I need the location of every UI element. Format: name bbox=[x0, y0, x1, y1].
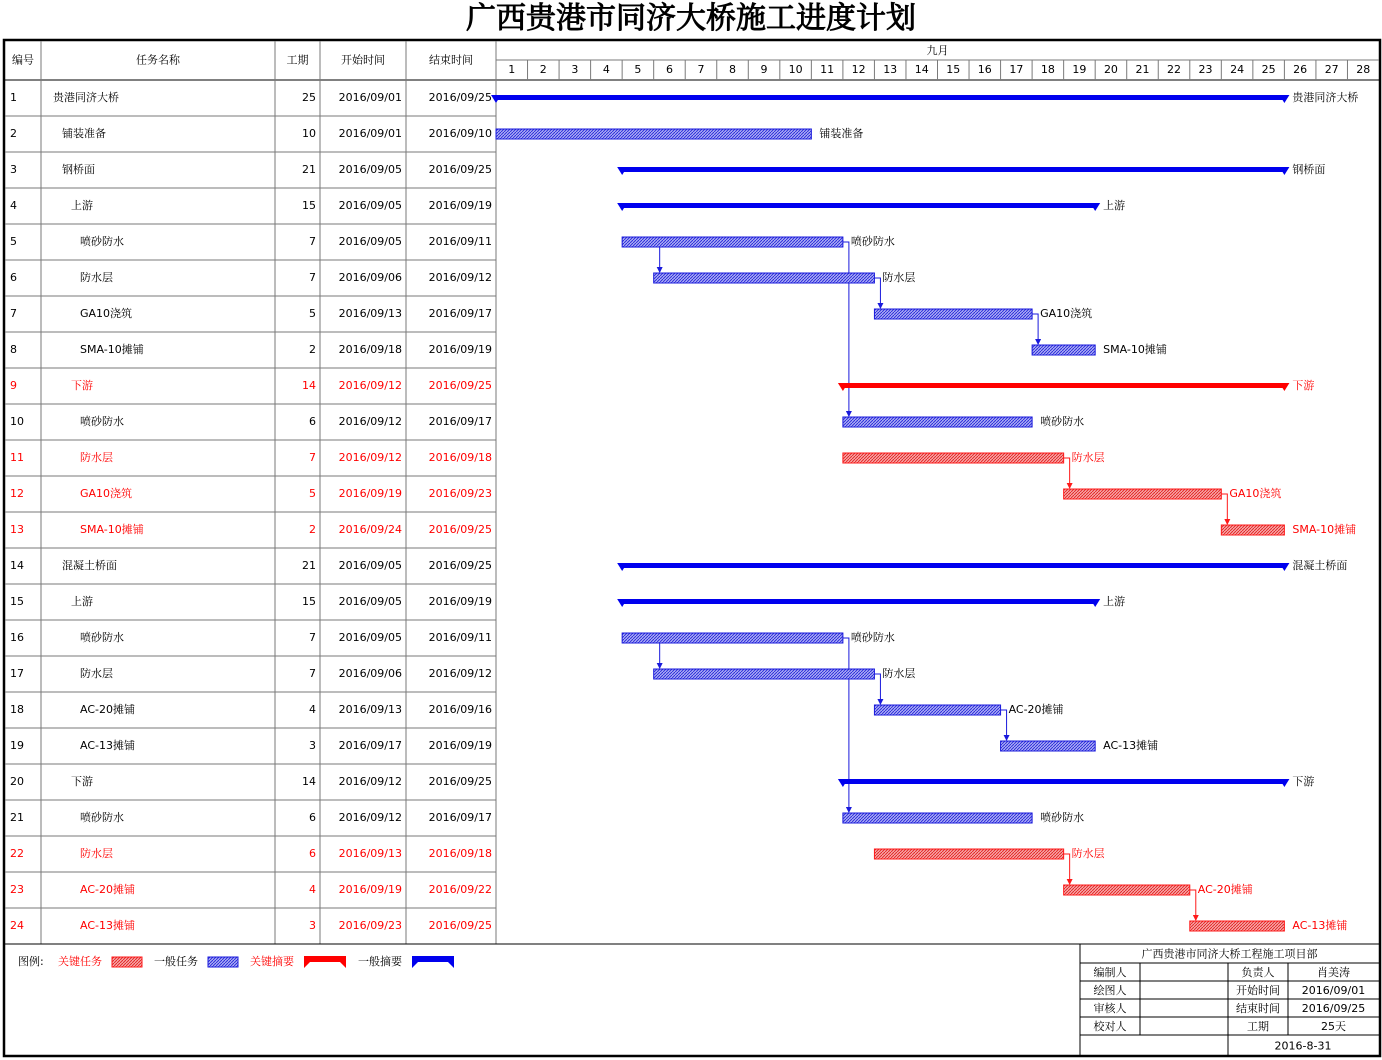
bar-label: 上游 bbox=[1103, 199, 1126, 212]
task-name: 下游 bbox=[71, 775, 93, 788]
info-box-cell: 编制人 bbox=[1093, 966, 1127, 979]
bar-label: SMA-10摊铺 bbox=[1292, 523, 1357, 536]
task-id: 5 bbox=[10, 235, 17, 248]
day-tick-label: 1 bbox=[508, 63, 516, 76]
task-bar bbox=[874, 849, 1063, 859]
task-name: SMA-10摊铺 bbox=[80, 523, 144, 536]
task-name: GA10浇筑 bbox=[80, 307, 133, 320]
task-start: 2016/09/13 bbox=[338, 847, 402, 860]
task-start: 2016/09/19 bbox=[338, 487, 402, 500]
dependency-link bbox=[1032, 314, 1038, 344]
task-duration: 15 bbox=[302, 199, 316, 212]
task-name: AC-13摊铺 bbox=[80, 739, 135, 752]
dependency-link bbox=[1064, 854, 1070, 884]
header-end: 结束时间 bbox=[429, 53, 473, 67]
task-bar bbox=[843, 453, 1064, 463]
day-tick-label: 14 bbox=[914, 63, 929, 76]
task-id: 8 bbox=[10, 343, 17, 356]
task-start: 2016/09/05 bbox=[338, 559, 402, 572]
task-bar bbox=[843, 813, 1032, 823]
task-duration: 5 bbox=[309, 487, 316, 500]
task-id: 7 bbox=[10, 307, 17, 320]
day-tick-label: 3 bbox=[571, 63, 579, 76]
bar-label: 喷砂防水 bbox=[850, 235, 895, 248]
day-tick-label: 21 bbox=[1135, 63, 1150, 76]
day-tick-label: 16 bbox=[977, 63, 992, 76]
task-end: 2016/09/18 bbox=[428, 451, 492, 464]
task-duration: 5 bbox=[309, 307, 316, 320]
task-id: 16 bbox=[10, 631, 24, 644]
task-start: 2016/09/05 bbox=[338, 199, 402, 212]
task-name: 钢桥面 bbox=[62, 163, 95, 176]
task-bar bbox=[496, 129, 811, 139]
task-id: 6 bbox=[10, 271, 17, 284]
task-end: 2016/09/25 bbox=[428, 919, 492, 932]
header-id: 编号 bbox=[12, 53, 34, 67]
dependency-link bbox=[874, 674, 880, 704]
day-tick-label: 24 bbox=[1230, 63, 1245, 76]
dependency-link bbox=[874, 278, 880, 308]
bar-label: 钢桥面 bbox=[1292, 163, 1326, 176]
bar-label: 防水层 bbox=[1071, 451, 1105, 464]
task-start: 2016/09/24 bbox=[338, 523, 402, 536]
task-name: 喷砂防水 bbox=[80, 235, 124, 248]
task-duration: 21 bbox=[302, 163, 316, 176]
task-name: 防水层 bbox=[80, 667, 113, 680]
task-bar bbox=[1001, 741, 1096, 751]
day-tick-label: 20 bbox=[1103, 63, 1118, 76]
task-bar bbox=[622, 633, 843, 643]
task-duration: 7 bbox=[309, 667, 316, 680]
task-start: 2016/09/05 bbox=[338, 163, 402, 176]
legend-item-text: 一般任务 bbox=[154, 955, 198, 968]
task-bar bbox=[874, 705, 1000, 715]
summary-bar bbox=[843, 383, 1284, 388]
summary-bar bbox=[843, 779, 1284, 784]
task-end: 2016/09/25 bbox=[428, 163, 492, 176]
bar-label: SMA-10摊铺 bbox=[1103, 343, 1167, 356]
task-end: 2016/09/19 bbox=[428, 739, 492, 752]
info-box-cell: 审核人 bbox=[1093, 1002, 1127, 1015]
task-duration: 14 bbox=[302, 775, 316, 788]
day-tick-label: 11 bbox=[820, 63, 835, 76]
task-id: 10 bbox=[10, 415, 24, 428]
summary-bar bbox=[622, 563, 1284, 568]
day-tick-label: 23 bbox=[1198, 63, 1213, 76]
task-end: 2016/09/19 bbox=[428, 343, 492, 356]
info-box-cell: 绘图人 bbox=[1093, 984, 1127, 997]
task-start: 2016/09/12 bbox=[338, 811, 402, 824]
task-start: 2016/09/06 bbox=[338, 271, 402, 284]
task-start: 2016/09/19 bbox=[338, 883, 402, 896]
task-duration: 2 bbox=[309, 343, 316, 356]
task-duration: 6 bbox=[309, 415, 316, 428]
bar-label: AC-20摊铺 bbox=[1197, 883, 1253, 896]
task-name: 下游 bbox=[71, 379, 93, 392]
legend-label: 图例: bbox=[18, 955, 44, 968]
task-name: 喷砂防水 bbox=[80, 415, 124, 428]
task-start: 2016/09/12 bbox=[338, 451, 402, 464]
task-name: 上游 bbox=[71, 199, 93, 212]
task-id: 22 bbox=[10, 847, 24, 860]
task-duration: 6 bbox=[309, 811, 316, 824]
bar-label: 防水层 bbox=[1071, 847, 1105, 860]
task-start: 2016/09/12 bbox=[338, 379, 402, 392]
legend-summary-swatch bbox=[412, 956, 454, 968]
task-id: 23 bbox=[10, 883, 24, 896]
task-end: 2016/09/17 bbox=[428, 811, 492, 824]
day-tick-label: 18 bbox=[1040, 63, 1055, 76]
task-id: 14 bbox=[10, 559, 24, 572]
task-start: 2016/09/01 bbox=[338, 91, 402, 104]
task-start: 2016/09/13 bbox=[338, 703, 402, 716]
info-box-cell: 肖美涛 bbox=[1317, 966, 1350, 979]
header-duration: 工期 bbox=[286, 53, 309, 67]
task-duration: 7 bbox=[309, 235, 316, 248]
task-id: 3 bbox=[10, 163, 17, 176]
summary-bar bbox=[622, 167, 1284, 172]
bar-label: 铺装准备 bbox=[819, 127, 864, 140]
task-name: GA10浇筑 bbox=[80, 487, 133, 500]
task-end: 2016/09/17 bbox=[428, 415, 492, 428]
dependency-link bbox=[1001, 710, 1007, 740]
task-duration: 4 bbox=[309, 883, 316, 896]
task-name: 混凝土桥面 bbox=[62, 559, 117, 572]
task-end: 2016/09/18 bbox=[428, 847, 492, 860]
task-end: 2016/09/19 bbox=[428, 199, 492, 212]
task-name: 喷砂防水 bbox=[80, 631, 124, 644]
task-end: 2016/09/12 bbox=[428, 271, 492, 284]
day-tick-label: 8 bbox=[729, 63, 737, 76]
task-bar bbox=[843, 417, 1032, 427]
task-start: 2016/09/06 bbox=[338, 667, 402, 680]
info-box-cell: 25天 bbox=[1321, 1020, 1346, 1033]
task-id: 2 bbox=[10, 127, 17, 140]
task-duration: 15 bbox=[302, 595, 316, 608]
day-tick-label: 12 bbox=[851, 63, 866, 76]
header-name: 任务名称 bbox=[136, 53, 180, 67]
bar-label: AC-20摊铺 bbox=[1008, 703, 1064, 716]
task-start: 2016/09/12 bbox=[338, 775, 402, 788]
task-duration: 25 bbox=[302, 91, 316, 104]
task-duration: 3 bbox=[309, 919, 316, 932]
day-tick-label: 9 bbox=[760, 63, 768, 76]
task-name: 铺装准备 bbox=[62, 127, 106, 140]
task-duration: 3 bbox=[309, 739, 316, 752]
bar-label: 防水层 bbox=[882, 667, 916, 680]
task-id: 21 bbox=[10, 811, 24, 824]
task-end: 2016/09/23 bbox=[428, 487, 492, 500]
info-box-cell: 结束时间 bbox=[1236, 1002, 1280, 1015]
bar-label: 防水层 bbox=[882, 271, 916, 284]
legend-item-text: 关键任务 bbox=[58, 955, 102, 968]
bar-label: 下游 bbox=[1292, 379, 1315, 392]
summary-bar bbox=[496, 95, 1284, 100]
task-bar bbox=[1032, 345, 1095, 355]
task-end: 2016/09/16 bbox=[428, 703, 492, 716]
task-start: 2016/09/12 bbox=[338, 415, 402, 428]
day-tick-label: 15 bbox=[946, 63, 961, 76]
bar-label: 喷砂防水 bbox=[850, 631, 895, 644]
info-box-cell: 工期 bbox=[1247, 1020, 1269, 1033]
info-box-cell: 2016/09/25 bbox=[1301, 1002, 1366, 1015]
day-tick-label: 17 bbox=[1009, 63, 1024, 76]
month-label: 九月 bbox=[926, 44, 949, 57]
task-start: 2016/09/23 bbox=[338, 919, 402, 932]
task-end: 2016/09/25 bbox=[428, 559, 492, 572]
task-duration: 10 bbox=[302, 127, 316, 140]
summary-bar bbox=[622, 599, 1095, 604]
task-end: 2016/09/17 bbox=[428, 307, 492, 320]
legend-task-swatch bbox=[112, 957, 142, 967]
task-end: 2016/09/19 bbox=[428, 595, 492, 608]
task-end: 2016/09/25 bbox=[428, 523, 492, 536]
task-name: AC-13摊铺 bbox=[80, 919, 135, 932]
task-id: 1 bbox=[10, 91, 17, 104]
task-end: 2016/09/11 bbox=[428, 235, 492, 248]
day-tick-label: 10 bbox=[788, 63, 803, 76]
bar-label: 下游 bbox=[1292, 775, 1315, 788]
task-duration: 7 bbox=[309, 451, 316, 464]
task-name: 贵港同济大桥 bbox=[53, 91, 119, 104]
task-duration: 4 bbox=[309, 703, 316, 716]
task-id: 24 bbox=[10, 919, 24, 932]
info-box-cell: 开始时间 bbox=[1236, 984, 1280, 997]
info-box-cell: 2016/09/01 bbox=[1301, 984, 1366, 997]
task-name: SMA-10摊铺 bbox=[80, 343, 144, 356]
task-id: 18 bbox=[10, 703, 24, 716]
day-tick-label: 4 bbox=[602, 63, 610, 76]
task-name: 防水层 bbox=[80, 271, 113, 284]
summary-bar bbox=[622, 203, 1095, 208]
bar-label: AC-13摊铺 bbox=[1103, 739, 1159, 752]
bar-label: 喷砂防水 bbox=[1040, 415, 1085, 428]
task-start: 2016/09/18 bbox=[338, 343, 402, 356]
task-name: 上游 bbox=[71, 595, 93, 608]
task-id: 13 bbox=[10, 523, 24, 536]
task-end: 2016/09/11 bbox=[428, 631, 492, 644]
task-end: 2016/09/10 bbox=[428, 127, 492, 140]
day-tick-label: 27 bbox=[1324, 63, 1339, 76]
task-start: 2016/09/01 bbox=[338, 127, 402, 140]
info-box-date: 2016-8-31 bbox=[1274, 1039, 1332, 1053]
task-id: 17 bbox=[10, 667, 24, 680]
task-start: 2016/09/13 bbox=[338, 307, 402, 320]
task-name: 防水层 bbox=[80, 847, 113, 860]
task-duration: 14 bbox=[302, 379, 316, 392]
day-tick-label: 2 bbox=[539, 63, 547, 76]
legend-item-text: 一般摘要 bbox=[358, 955, 402, 968]
info-box-cell: 负责人 bbox=[1241, 966, 1275, 979]
dependency-link bbox=[1064, 458, 1070, 488]
info-box-title: 广西贵港市同济大桥工程施工项目部 bbox=[1141, 947, 1318, 961]
day-tick-label: 19 bbox=[1072, 63, 1087, 76]
dependency-link bbox=[1221, 494, 1227, 524]
chart-title: 广西贵港市同济大桥施工进度计划 bbox=[466, 1, 916, 36]
bar-label: 混凝土桥面 bbox=[1292, 559, 1348, 572]
bar-label: 贵港同济大桥 bbox=[1292, 91, 1359, 104]
task-id: 9 bbox=[10, 379, 17, 392]
task-start: 2016/09/05 bbox=[338, 235, 402, 248]
day-tick-label: 28 bbox=[1356, 63, 1371, 76]
bar-label: GA10浇筑 bbox=[1229, 487, 1282, 500]
dependency-link bbox=[1190, 890, 1196, 920]
day-tick-label: 6 bbox=[665, 63, 673, 76]
task-end: 2016/09/25 bbox=[428, 91, 492, 104]
task-id: 15 bbox=[10, 595, 24, 608]
task-duration: 7 bbox=[309, 631, 316, 644]
day-tick-label: 5 bbox=[634, 63, 642, 76]
day-tick-label: 13 bbox=[883, 63, 898, 76]
day-tick-label: 22 bbox=[1167, 63, 1182, 76]
task-start: 2016/09/17 bbox=[338, 739, 402, 752]
day-tick-label: 7 bbox=[697, 63, 705, 76]
task-bar bbox=[1064, 885, 1190, 895]
legend-task-swatch bbox=[208, 957, 238, 967]
task-duration: 6 bbox=[309, 847, 316, 860]
task-id: 4 bbox=[10, 199, 17, 212]
task-duration: 2 bbox=[309, 523, 316, 536]
task-id: 20 bbox=[10, 775, 24, 788]
task-start: 2016/09/05 bbox=[338, 631, 402, 644]
info-box-cell: 校对人 bbox=[1093, 1020, 1127, 1033]
task-bar bbox=[1221, 525, 1284, 535]
task-end: 2016/09/12 bbox=[428, 667, 492, 680]
legend-item-text: 关键摘要 bbox=[250, 955, 294, 968]
task-name: 防水层 bbox=[80, 451, 113, 464]
task-bar bbox=[1190, 921, 1285, 931]
task-duration: 7 bbox=[309, 271, 316, 284]
bar-label: 喷砂防水 bbox=[1040, 811, 1085, 824]
task-id: 12 bbox=[10, 487, 24, 500]
task-name: 喷砂防水 bbox=[80, 811, 124, 824]
dependency-link bbox=[843, 242, 849, 416]
bar-label: AC-13摊铺 bbox=[1292, 919, 1348, 932]
task-bar bbox=[654, 669, 875, 679]
task-id: 11 bbox=[10, 451, 24, 464]
task-name: AC-20摊铺 bbox=[80, 883, 135, 896]
bar-label: GA10浇筑 bbox=[1040, 307, 1093, 320]
legend-summary-swatch bbox=[304, 956, 346, 968]
header-start: 开始时间 bbox=[341, 53, 385, 67]
task-name: AC-20摊铺 bbox=[80, 703, 135, 716]
task-duration: 21 bbox=[302, 559, 316, 572]
dependency-link bbox=[843, 638, 849, 812]
task-bar bbox=[1064, 489, 1222, 499]
task-id: 19 bbox=[10, 739, 24, 752]
task-bar bbox=[654, 273, 875, 283]
task-bar bbox=[622, 237, 843, 247]
task-end: 2016/09/25 bbox=[428, 379, 492, 392]
task-end: 2016/09/25 bbox=[428, 775, 492, 788]
task-end: 2016/09/22 bbox=[428, 883, 492, 896]
task-bar bbox=[874, 309, 1032, 319]
bar-label: 上游 bbox=[1103, 595, 1126, 608]
task-start: 2016/09/05 bbox=[338, 595, 402, 608]
day-tick-label: 25 bbox=[1261, 63, 1276, 76]
day-tick-label: 26 bbox=[1293, 63, 1308, 76]
